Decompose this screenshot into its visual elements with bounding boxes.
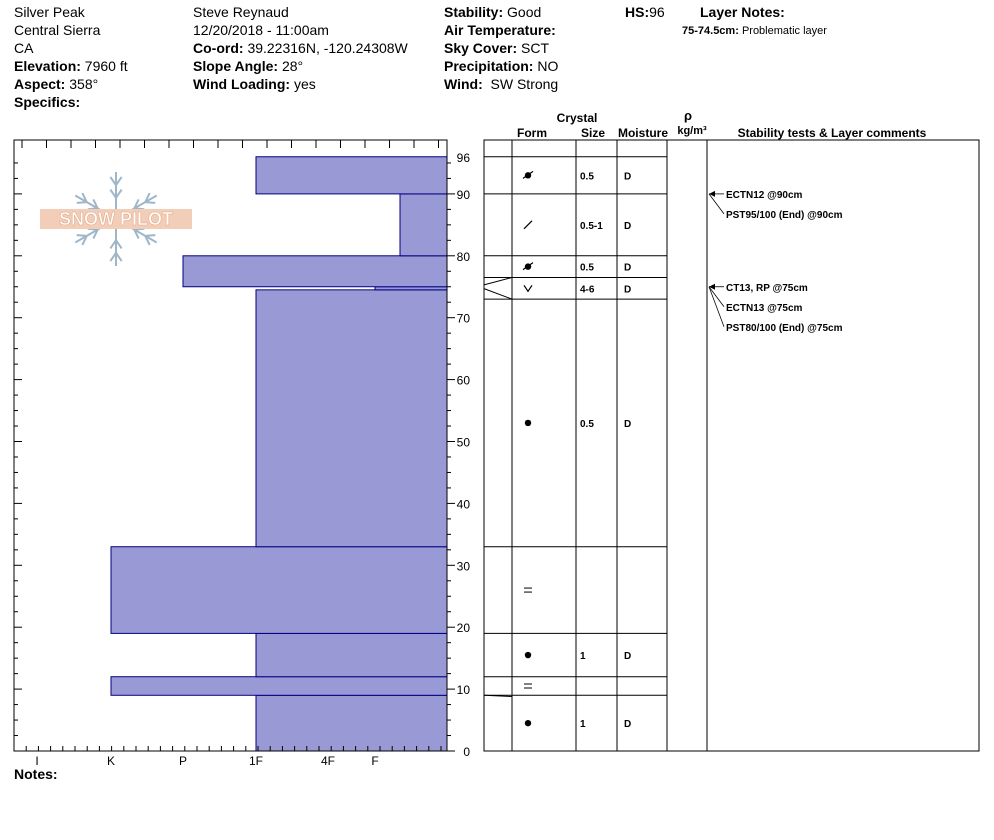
depth-tick-label: 20 — [456, 621, 470, 636]
observation-datetime: 12/20/2018 - 11:00am — [193, 22, 329, 38]
stability-test-label: ECTN12 @90cm — [726, 189, 803, 201]
table-frame — [484, 140, 979, 751]
hardness-bar — [111, 677, 447, 696]
snowpilot-logo — [40, 172, 192, 266]
depth-hoar-icon — [524, 285, 532, 291]
coord-value: 39.22316N, -120.24308W — [247, 40, 408, 56]
hardness-bar — [183, 256, 447, 287]
test-arrowhead — [709, 191, 715, 197]
rounded-grain-icon — [525, 420, 531, 426]
hardness-bar — [111, 547, 447, 634]
moisture-label: D — [624, 651, 632, 663]
hardness-bar — [256, 695, 447, 751]
form-header: Form — [517, 126, 547, 140]
stability-test-label: PST80/100 (End) @75cm — [726, 322, 843, 334]
grain-size-label: 4-6 — [580, 284, 595, 296]
test-leader-line — [709, 194, 724, 214]
moisture-header: Moisture — [617, 126, 669, 140]
notes-label: Notes: — [14, 766, 58, 782]
precip-label: Precipitation: — [444, 58, 534, 74]
x-tick-label: 1F — [248, 754, 264, 768]
aspect-value: 358° — [69, 76, 99, 92]
windload-label: Wind Loading: — [193, 76, 291, 92]
moisture-label: D — [624, 418, 632, 430]
x-tick-label: P — [178, 754, 188, 768]
x-tick-label: F — [371, 754, 379, 768]
boundary-connector — [484, 289, 512, 300]
depth-tick-label: 10 — [456, 683, 470, 698]
state-name: CA — [14, 40, 34, 56]
aspect-label: Aspect: — [14, 76, 66, 92]
table-headers — [517, 108, 927, 140]
hs-value: 96 — [649, 4, 665, 20]
layer-notes-label: Layer Notes: — [700, 4, 785, 20]
moisture-label: D — [624, 719, 632, 731]
grain-size-label: 0.5 — [580, 262, 594, 274]
depth-tick-label: 80 — [456, 249, 470, 264]
strata-table — [484, 140, 979, 751]
grain-size-label: 0.5 — [580, 171, 594, 183]
hs-label: HS: — [625, 4, 650, 20]
density-unit-header: kg/m³ — [677, 125, 707, 137]
coord-label: Co-ord: — [193, 40, 244, 56]
depth-top-label: 96 — [456, 150, 470, 165]
depth-tick-label: 40 — [456, 497, 470, 512]
flake-branch — [145, 235, 155, 236]
depth-tick-label: 60 — [456, 373, 470, 388]
sky-label: Sky Cover: — [444, 40, 518, 56]
moisture-label: D — [624, 284, 632, 296]
hardness-profile — [14, 140, 470, 768]
layer-note-range: 75-74.5cm: — [682, 25, 739, 37]
slope-label: Slope Angle: — [193, 58, 279, 74]
depth-tick-label: 50 — [456, 435, 470, 450]
hardness-bar — [400, 194, 447, 256]
test-leader-line — [709, 287, 724, 307]
stability-header: Stability tests & Layer comments — [737, 126, 927, 140]
x-tick-label: 4F — [320, 754, 336, 768]
elevation-value: 7960 ft — [84, 58, 128, 74]
flake-branch — [77, 202, 87, 203]
x-tick-label: I — [35, 754, 39, 768]
rho-header: ρ — [683, 108, 693, 123]
elevation-label: Elevation: — [14, 58, 81, 74]
rounded-grain-icon — [525, 720, 531, 726]
moisture-label: D — [624, 171, 632, 183]
x-tick-label: K — [106, 754, 116, 768]
location-name: Silver Peak — [14, 4, 85, 20]
flake-branch — [145, 202, 155, 203]
slope-value: 28° — [281, 58, 304, 74]
stability-test-label: CT13, RP @75cm — [726, 282, 808, 294]
stability-test-label: ECTN13 @75cm — [726, 302, 803, 314]
sky-value: SCT — [521, 40, 550, 56]
hardness-bar — [256, 633, 447, 676]
boundary-connector — [484, 277, 512, 284]
depth-tick-label: 70 — [456, 311, 470, 326]
range-name: Central Sierra — [14, 22, 101, 38]
size-header: Size — [580, 126, 606, 140]
logo-text: SNOW PILOT — [59, 209, 173, 229]
moisture-label: D — [624, 220, 632, 232]
wind-value: SW Strong — [490, 76, 559, 92]
stability-tests — [709, 190, 843, 334]
observer-name: Steve Reynaud — [193, 4, 289, 20]
depth-tick-label: 90 — [456, 187, 470, 202]
stability-label: Stability: — [444, 4, 504, 20]
depth-tick-label: 0 — [463, 745, 470, 759]
airtemp-label: Air Temperature: — [444, 22, 556, 38]
stability-test-label: PST95/100 (End) @90cm — [726, 209, 843, 221]
grain-size-label: 0.5-1 — [580, 220, 603, 232]
grain-size-label: 0.5 — [580, 418, 594, 430]
grain-size-label: 1 — [580, 651, 586, 663]
wind-label: Wind: — [444, 76, 483, 92]
rounded-grain-icon — [525, 652, 531, 658]
layer-note-text: Problematic layer — [741, 25, 827, 37]
stability-value: Good — [507, 4, 542, 20]
hardness-bar — [256, 290, 447, 547]
test-leader-line — [709, 287, 724, 327]
crystal-header: Crystal — [556, 111, 598, 125]
grain-size-label: 1 — [580, 719, 586, 731]
decomposing-icon — [524, 221, 532, 229]
precip-value: NO — [537, 58, 559, 74]
moisture-label: D — [624, 262, 632, 274]
flake-branch — [77, 235, 87, 236]
windload-value: yes — [293, 76, 316, 92]
depth-tick-label: 30 — [456, 559, 470, 574]
hardness-bar — [256, 157, 447, 194]
specifics-label: Specifics: — [14, 94, 81, 110]
